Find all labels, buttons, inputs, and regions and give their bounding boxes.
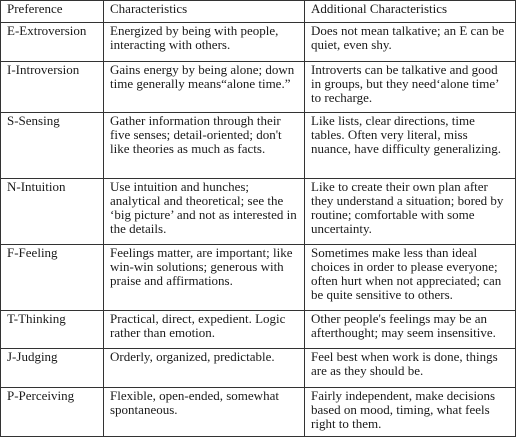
characteristics-cell: Gains energy by being alone; down time generally means“alone time.” xyxy=(104,62,305,113)
table-row-intuition xyxy=(1,179,516,245)
preference-cell: F-Feeling xyxy=(1,245,104,311)
additional-characteristics-cell: Other people's feelings may be an afterthought; may seem insensitive. xyxy=(305,311,516,349)
characteristics-cell: Feelings matter, are important; like win-win solutions; generous with praise and affirmations. xyxy=(104,245,305,311)
preference-cell: E-Extroversion xyxy=(1,23,104,62)
additional-characteristics-cell: Like to create their own plan after they understand a situation; bored by routine; comfortable with some uncertainty. xyxy=(305,179,516,245)
table-row-extroversion xyxy=(1,23,516,62)
preference-cell: S-Sensing xyxy=(1,113,104,179)
preference-cell: P-Perceiving xyxy=(1,388,104,437)
characteristics-cell: Use intuition and hunches; analytical and theoretical; see the ‘big picture’ and not as interested in the details. xyxy=(104,179,305,245)
characteristics-cell: Energized by being with people, interacting with others. xyxy=(104,23,305,62)
table-row-introversion xyxy=(1,62,516,113)
table-row-judging xyxy=(1,349,516,388)
additional-characteristics-cell: Does not mean talkative; an E can be quiet, even shy. xyxy=(305,23,516,62)
additional-characteristics-cell: Like lists, clear directions, time tables. Often very literal, miss nuance, have difficulty generalizing. xyxy=(305,113,516,179)
characteristics-cell: Orderly, organized, predictable. xyxy=(104,349,305,388)
additional-characteristics-cell: Feel best when work is done, things are as they should be. xyxy=(305,349,516,388)
table-row-feeling xyxy=(1,245,516,311)
table-row-sensing xyxy=(1,113,516,179)
preference-cell: J-Judging xyxy=(1,349,104,388)
characteristics-cell: Gather information through their five senses; detail-oriented; don't like theories as much as facts. xyxy=(104,113,305,179)
preference-cell: N-Intuition xyxy=(1,179,104,245)
additional-characteristics-cell: Fairly independent, make decisions based on mood, timing, what feels right to them. xyxy=(305,388,516,437)
characteristics-cell: Flexible, open-ended, somewhat spontaneous. xyxy=(104,388,305,437)
preference-cell: T-Thinking xyxy=(1,311,104,349)
table-row-perceiving xyxy=(1,388,516,437)
additional-characteristics-cell: Sometimes make less than ideal choices in order to please everyone; often hurt when not appreciated; can be quite sensitive to others. xyxy=(305,245,516,311)
header-row xyxy=(1,1,516,23)
characteristics-cell: Practical, direct, expedient. Logic rather than emotion. xyxy=(104,311,305,349)
additional-characteristics-cell: Introverts can be talkative and good in groups, but they need‘alone time’ to recharge. xyxy=(305,62,516,113)
header-preference: Preference xyxy=(1,1,104,23)
preference-cell: I-Introversion xyxy=(1,62,104,113)
header-additional-characteristics: Additional Characteristics xyxy=(305,1,516,23)
header-characteristics: Characteristics xyxy=(104,1,305,23)
table-row-thinking xyxy=(1,311,516,349)
